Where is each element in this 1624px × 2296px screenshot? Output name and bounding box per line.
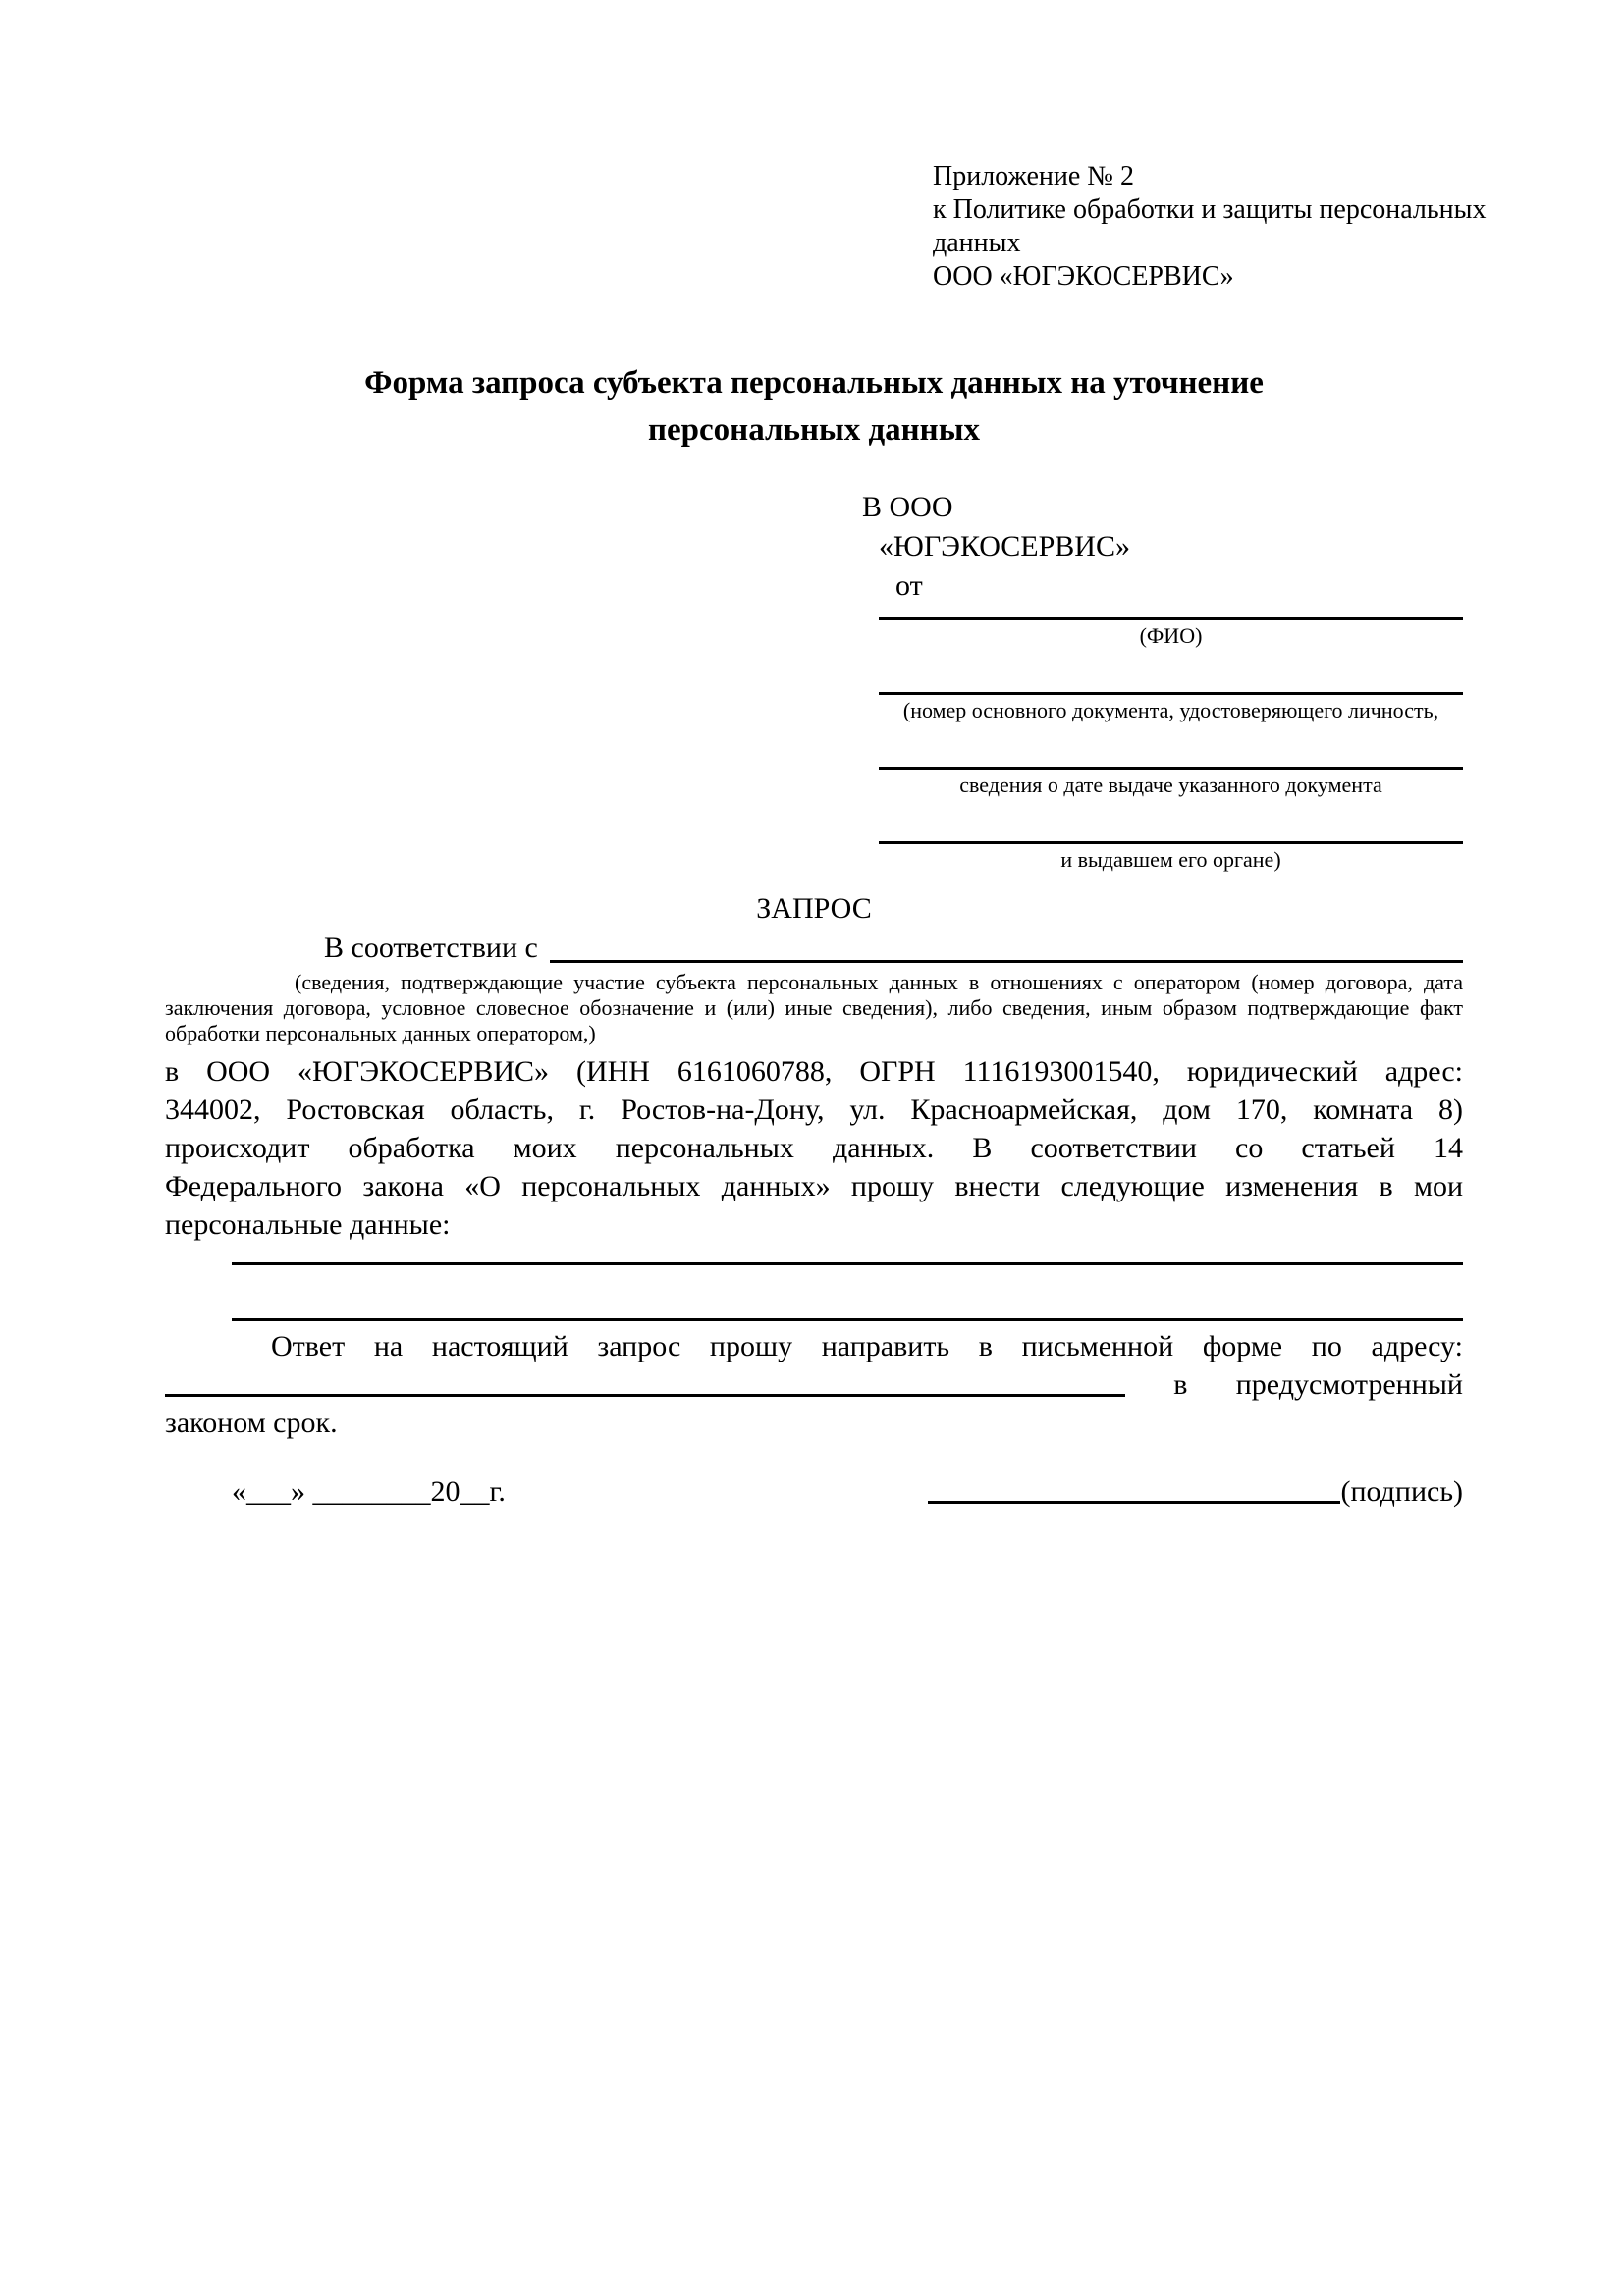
basis-note-line: заключения договора, условное словесное обозначение и (или) иные сведения), либо сведения, иным образом подтверждающие факт [165,995,1463,1020]
body-line: персональные данные: [165,1208,451,1241]
recipient-org-line: «ЮГЭКОСЕРВИС» [879,530,1130,562]
issuing-authority-field-line [879,841,1463,844]
issue-date-field-line [879,767,1463,770]
fio-field-caption: (ФИО) [1139,623,1203,648]
page-title [165,359,1463,454]
issue-date-field-caption: сведения о дате выдаче указанного документа [959,773,1382,797]
recipient-block [862,488,1463,873]
annex-line: к Политике обработки и защиты персональных [933,194,1487,225]
issuing-authority-field-caption: и выдавшем его органе) [1060,847,1281,872]
footer-row [165,1472,1463,1512]
body-line: 344002, Ростовская область, г. Ростов-на-Дону, ул. Красноармейская, дом 170, комната 8) [165,1094,1463,1126]
annex-line: данных [933,228,1021,258]
fio-field [862,617,1463,649]
signature-blank-line [928,1501,1340,1504]
response-word: в [1173,1368,1188,1401]
changes-blank-line [232,1262,1463,1265]
basis-lead-text: В соответствии с [324,932,538,964]
body-line: в ООО «ЮГЭКОСЕРВИС» (ИНН 6161060788, ОГРН 1116193001540, юридический адрес: [165,1055,1463,1088]
document-number-field-caption: (номер основного документа, удостоверяющего личность, [902,698,1439,722]
issuing-authority-field [862,841,1463,873]
basis-note-line: обработки персональных данных оператором,) [165,1021,596,1045]
body-line: Федерального закона «О персональных данных» прошу внести следующие изменения в мои [165,1170,1463,1202]
annex-header [933,160,1486,294]
basis-note [165,970,1463,1046]
response-paragraph [165,1327,1463,1442]
response-address-row [165,1365,1463,1404]
address-blank-line [165,1394,1125,1397]
response-line: Ответ на настоящий запрос прошу направить в письменной форме по адресу: [271,1330,1463,1362]
annex-line: ООО «ЮГЭКОСЕРВИС» [933,261,1234,292]
issue-date-field [862,767,1463,798]
basis-row [165,931,1463,966]
recipient-org-line: В ООО [862,491,953,523]
date-blank: «___» ________20__г. [232,1475,506,1508]
response-word: предусмотренный [1235,1368,1463,1401]
request-heading: ЗАПРОС [756,892,872,925]
page-title-line: персональных данных [648,412,980,448]
response-line: законом срок. [165,1407,338,1439]
signature-caption: (подпись) [1340,1475,1463,1508]
signature-area [928,1472,1463,1512]
body-paragraph [165,1052,1463,1244]
document-number-field-line [879,692,1463,695]
basis-note-line: (сведения, подтверждающие участие субъекта персональных данных в отношениях с оператором (номер договора, дата [295,970,1463,994]
document-number-field [862,692,1463,723]
annex-line: Приложение № 2 [933,161,1134,191]
changes-blank-line [232,1318,1463,1321]
fio-field-line [879,617,1463,620]
basis-blank-line [550,931,1463,963]
body-line: происходит обработка моих персональных данных. В соответствии со статьей 14 [165,1132,1463,1164]
page-title-line: Форма запроса субъекта персональных данных на уточнение [364,365,1264,400]
recipient-from-label: от [895,569,923,602]
